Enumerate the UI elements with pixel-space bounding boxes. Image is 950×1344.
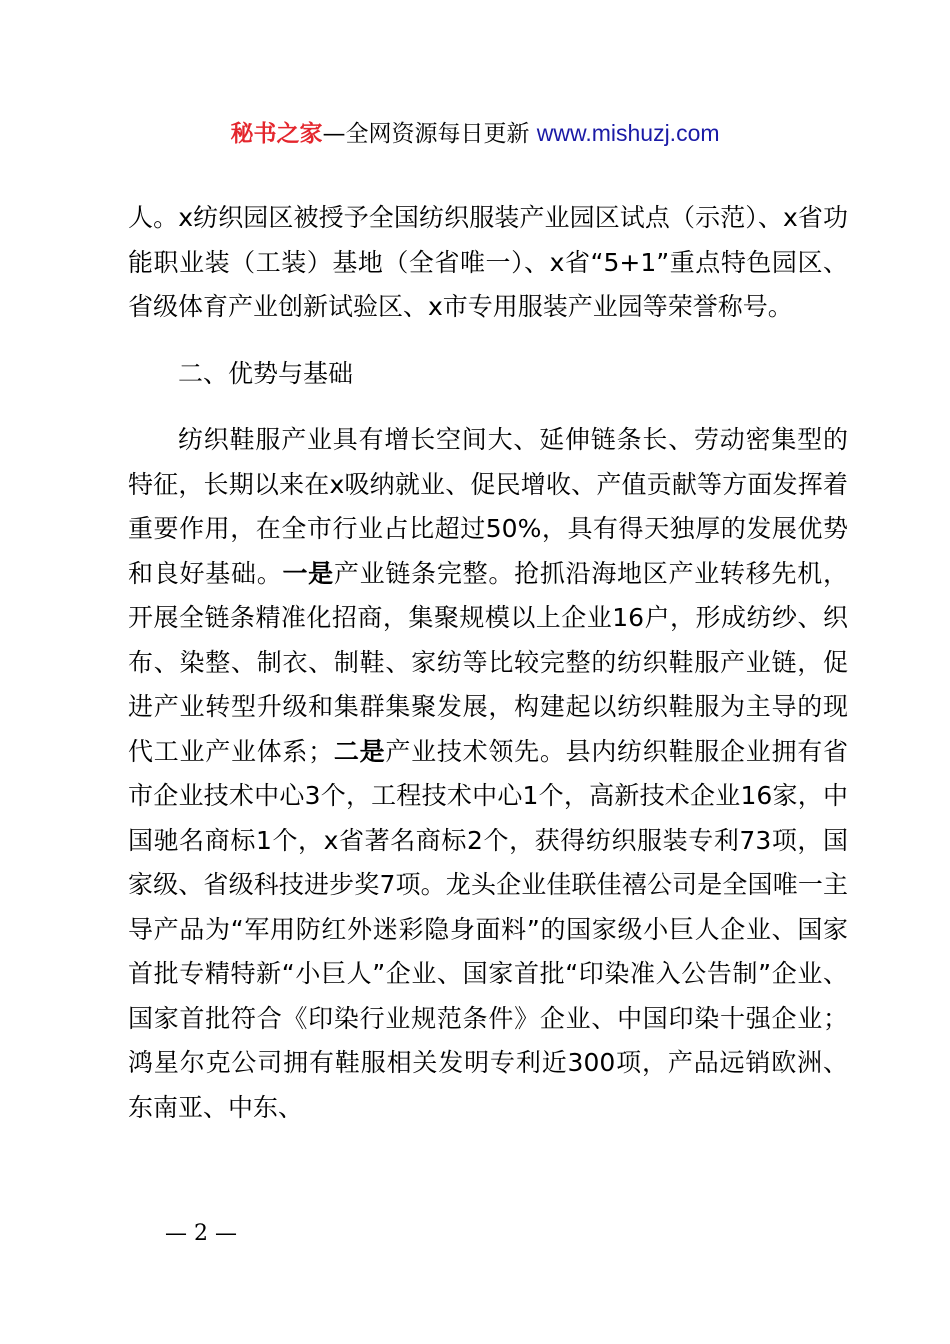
brand-url[interactable]: www.mishuzj.com bbox=[536, 120, 720, 146]
point-two-text: 产业技术领先。县内纺织鞋服企业拥有省市企业技术中心3个，工程技术中心1个，高新技术企业16家，中国驰名商标1个，x省著名商标2个，获得纺织服装专利73项，国家级、省级科技进步奖7项。龙头企业佳联佳禧公司是全国唯一主导产品为“军用防红外迷彩隐身面料”的国家级小巨人企业、国家首批专精特新“小巨人”企业、国家首批“印染准入公告制”企业、国家首批符合《印染行业规范条件》企业、中国印染十强企业；鸿星尔克公司拥有鞋服相关发明专利近300项，产品远销欧洲、东南亚、中东、 bbox=[128, 736, 848, 1122]
paragraph-advantages bbox=[128, 418, 848, 1130]
brand-tagline: —全网资源每日更新 bbox=[322, 121, 537, 147]
document-body bbox=[128, 196, 848, 1130]
page-number: — 2 — bbox=[165, 1221, 237, 1246]
section-heading: 二、优势与基础 bbox=[178, 358, 354, 388]
paragraph-continuation: 人。x纺织园区被授予全国纺织服装产业园区试点（示范）、x省功能职业装（工装）基地（全省唯一）、x省“5+1”重点特色园区、省级体育产业创新试验区、x市专用服装产业园等荣誉称号。 bbox=[128, 203, 848, 321]
point-one-label: 一是 bbox=[282, 558, 334, 588]
brand-name: 秘书之家 bbox=[230, 121, 323, 147]
point-two-label: 二是 bbox=[333, 736, 386, 766]
paragraph-intro: 纺织鞋服产业具有增长空间大、延伸链条长、劳动密集型的特征，长期以来在x吸纳就业、促民增收、产值贡献等方面发挥着重要作用，在全市行业占比超过50%，具有得天独厚的发展优势和良好基础。 bbox=[128, 425, 848, 588]
point-one-text: 产业链条完整。抢抓沿海地区产业转移先机，开展全链条精准化招商，集聚规模以上企业16户，形成纺纱、织布、染整、制衣、制鞋、家纺等比较完整的纺织鞋服产业链，促进产业转型升级和集群集聚发展，构建起以纺织鞋服为主导的现代工业产业体系； bbox=[128, 558, 848, 766]
site-watermark-header bbox=[0, 116, 950, 151]
